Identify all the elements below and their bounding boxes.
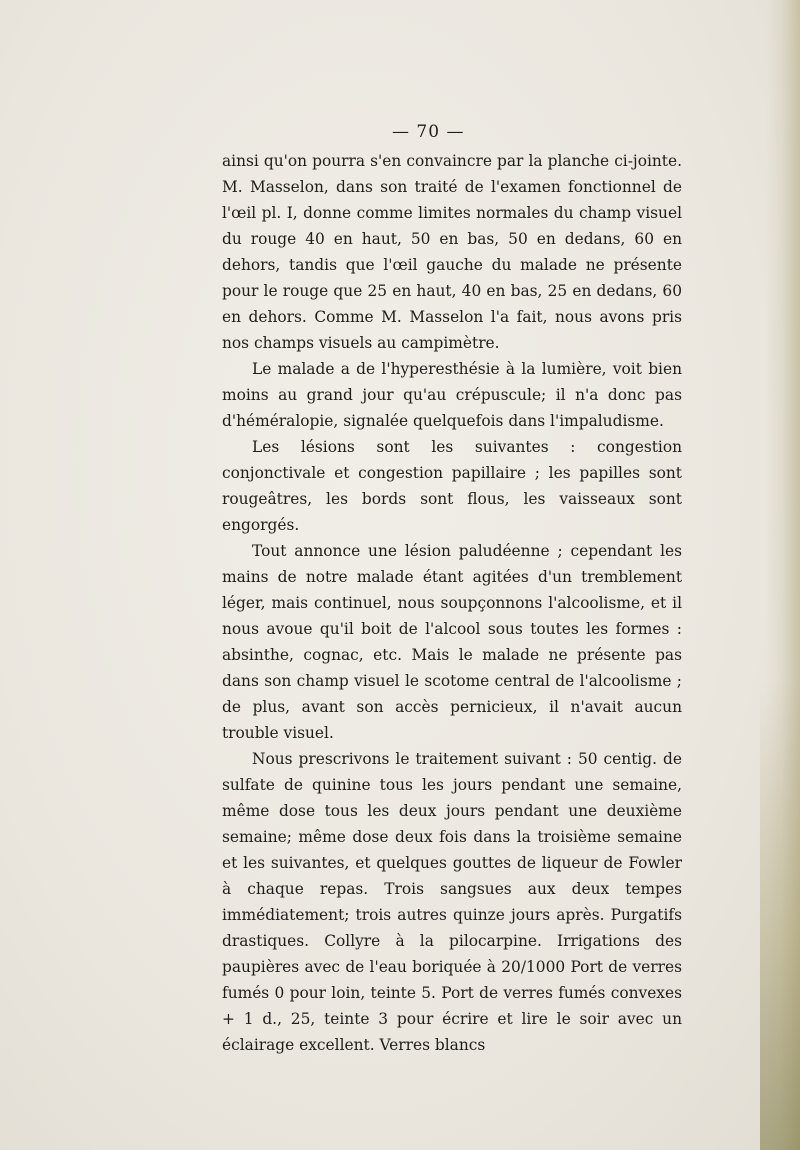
paragraph-1: ainsi qu'on pourra s'en convaincre par la planche ci-jointe. M. Masselon, dans son traité de l'examen fonctionnel de l'œil pl. I, donne comme limites normales du champ visuel du rouge 40 en haut, 50 en bas, 50 en dedans, 60 en dehors, tandis que l'œil gauche du malade ne présente pour le rouge que 25 en haut, 40 en bas, 25 en dedans, 60 en dehors. Comme M. Masselon l'a fait, nous avons pris nos champs visuels au campimètre. <box>222 152 682 352</box>
paragraph-2: Le malade a de l'hyperesthésie à la lumière, voit bien moins au grand jour qu'au crépuscule; il n'a donc pas d'héméralopie, signalée quelquefois dans l'impaludisme. <box>222 360 682 430</box>
paragraph-3: Les lésions sont les suivantes : congestion conjonctivale et congestion papillaire ; les papilles sont rougeâtres, les bords sont flous, les vaisseaux sont engorgés. <box>222 438 682 534</box>
page-number: — 70 — <box>392 122 465 142</box>
page-edge-stain <box>760 680 800 1150</box>
paragraph-4: Tout annonce une lésion paludéenne ; cependant les mains de notre malade étant agitées d'un tremblement léger, mais continuel, nous soupçonnons l'alcoolisme, et il nous avoue qu'il boit de l'alcool sous toutes les formes : absinthe, cognac, etc. Mais le malade ne présente pas dans son champ visuel le scotome central de l'alcoolisme ; de plus, avant son accès pernicieux, il n'avait aucun trouble visuel. <box>222 542 682 742</box>
paragraph-5: Nous prescrivons le traitement suivant : 50 centig. de sulfate de quinine tous les jours pendant une semaine, même dose tous les deux jours pendant une deuxième semaine; même dose deux fois dans la troisième semaine et les suivantes, et quelques gouttes de liqueur de Fowler à chaque repas. Trois sangsues aux deux tempes immédiatement; trois autres quinze jours après. Purgatifs drastiques. Collyre à la pilocarpine. Irrigations des paupières avec de l'eau boriquée à 20/1000 Port de verres fumés 0 pour loin, teinte 5. Port de verres fumés convexes + 1 d., 25, teinte 3 pour écrire et lire le soir avec un éclairage excellent. Verres blancs <box>222 750 682 1054</box>
body-text <box>222 148 682 1058</box>
